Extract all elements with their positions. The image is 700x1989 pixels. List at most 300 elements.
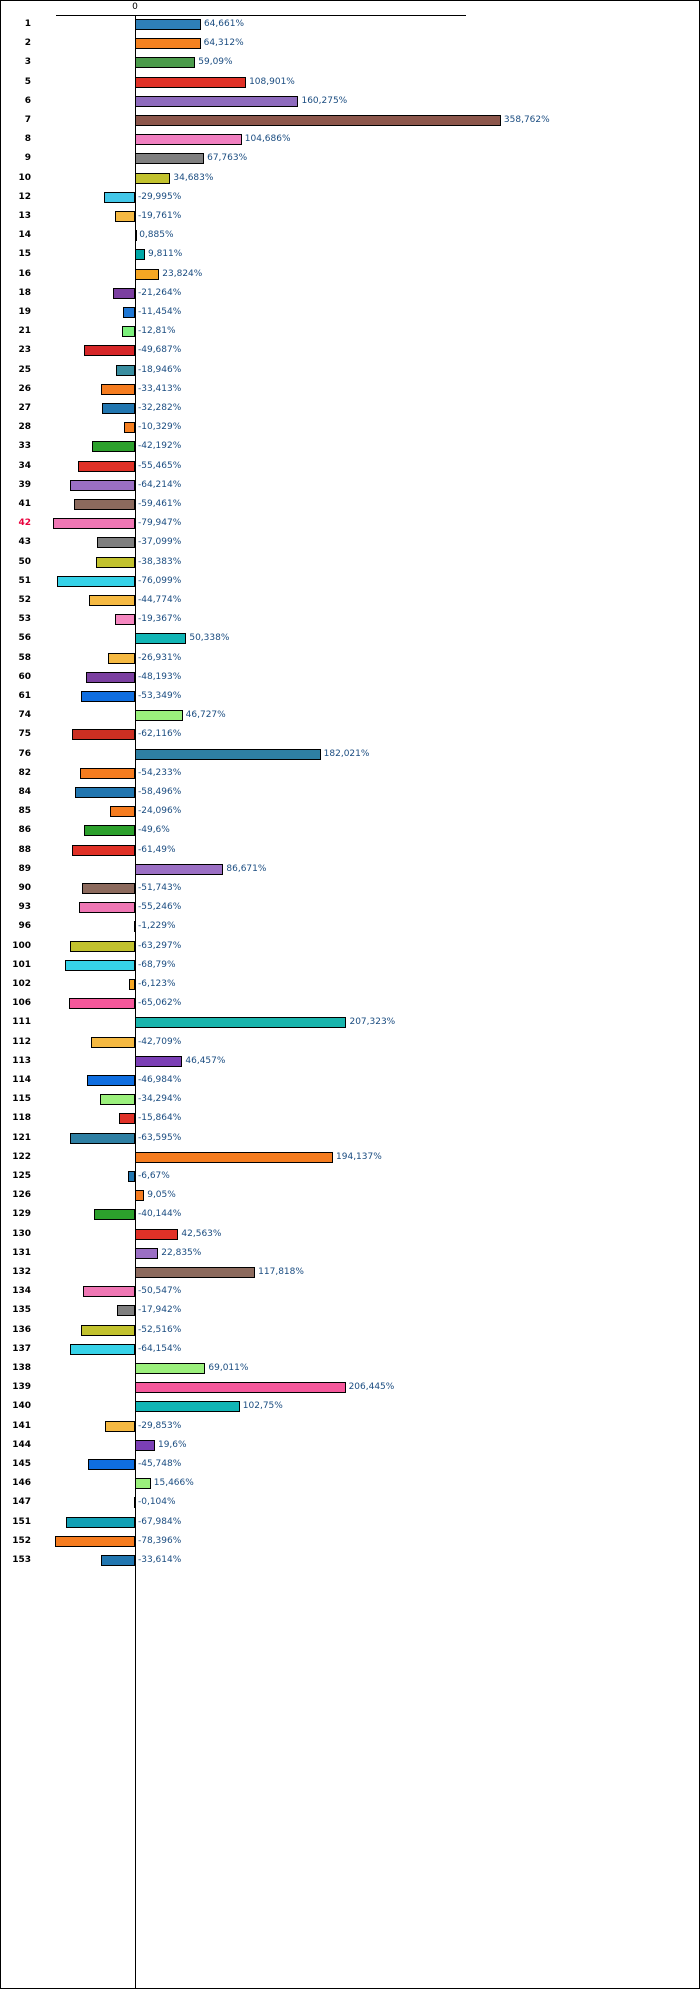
bar-value-label: -55,246% [138, 902, 182, 913]
bar-row [1, 380, 700, 399]
category-label: 146 [12, 1478, 31, 1489]
bar[interactable] [124, 422, 135, 433]
category-label: 76 [18, 748, 31, 759]
bar-value-label: 64,312% [203, 38, 244, 49]
category-label: 50 [18, 556, 31, 567]
bar-value-label: -64,214% [138, 479, 182, 490]
category-label: 51 [18, 575, 31, 586]
bar-row [1, 649, 700, 668]
bar-value-label: -24,096% [138, 806, 182, 817]
bar-row [1, 668, 700, 687]
bar[interactable] [135, 1363, 205, 1374]
bar-value-label: -48,193% [138, 671, 182, 682]
bar[interactable] [135, 1056, 182, 1067]
bar-row [1, 937, 700, 956]
bar-value-label: -29,853% [138, 1420, 182, 1431]
category-label: 130 [12, 1228, 31, 1239]
category-label: 41 [18, 499, 31, 509]
bar-row [1, 533, 700, 552]
bar-row [1, 149, 700, 168]
bar-value-label: -10,329% [138, 422, 182, 433]
category-label: 114 [12, 1075, 31, 1085]
bar[interactable] [96, 557, 135, 568]
bar[interactable] [135, 1382, 346, 1393]
bar-value-label: -15,864% [138, 1113, 182, 1124]
category-label: 6 [24, 95, 31, 106]
category-label: 34 [18, 460, 31, 471]
bar-value-label: -33,614% [138, 1555, 182, 1565]
bar-row [1, 1167, 700, 1186]
bar-row [1, 514, 700, 533]
bar[interactable] [53, 518, 135, 529]
category-label: 118 [12, 1113, 31, 1124]
bar-value-label: -26,931% [138, 652, 182, 663]
bar[interactable] [102, 403, 135, 414]
bar[interactable] [65, 960, 135, 971]
bar-row [1, 706, 700, 725]
bar[interactable] [81, 1325, 135, 1336]
bar-value-label: -50,547% [138, 1286, 182, 1297]
bar[interactable] [84, 345, 135, 356]
bar[interactable] [108, 653, 135, 664]
bar-row [1, 1071, 700, 1090]
bar-value-label: 46,727% [185, 710, 226, 721]
category-label: 137 [12, 1343, 31, 1354]
category-label: 16 [18, 268, 31, 279]
bar[interactable] [135, 38, 201, 49]
bar[interactable] [75, 787, 135, 798]
bar-value-label: -42,709% [138, 1036, 182, 1047]
bar-row [1, 898, 700, 917]
bar-row [1, 1244, 700, 1263]
category-label: 60 [18, 671, 31, 682]
bar[interactable] [135, 1190, 144, 1201]
bar-row [1, 1090, 700, 1109]
bar-row [1, 687, 700, 706]
category-label: 12 [18, 191, 31, 202]
bar-row [1, 1033, 700, 1052]
bar-value-label: -61,49% [138, 844, 176, 855]
bar[interactable] [83, 1286, 135, 1297]
bar-row [1, 92, 700, 111]
bar-value-label: -6,67% [138, 1171, 170, 1181]
category-label: 140 [12, 1401, 31, 1412]
bar-value-label: -64,154% [138, 1343, 182, 1354]
bar[interactable] [57, 576, 135, 587]
bar-row [1, 591, 700, 610]
bar-value-label: 117,818% [258, 1267, 304, 1277]
category-label: 147 [12, 1497, 31, 1508]
bar-row [1, 15, 700, 34]
bar[interactable] [74, 499, 135, 510]
category-label: 53 [18, 614, 31, 625]
bar[interactable] [135, 1267, 255, 1278]
bar-value-label: -78,396% [138, 1535, 182, 1546]
bar-row [1, 553, 700, 572]
bar-row [1, 572, 700, 591]
bar-row [1, 802, 700, 821]
bar[interactable] [135, 1478, 151, 1489]
category-label: 14 [18, 230, 31, 241]
category-label: 113 [12, 1055, 31, 1066]
bar[interactable] [135, 269, 159, 280]
bar-row [1, 1417, 700, 1436]
bar[interactable] [72, 729, 135, 740]
bar[interactable] [100, 1094, 135, 1105]
category-label: 58 [18, 652, 31, 663]
bar-row [1, 245, 700, 264]
bar-row [1, 917, 700, 936]
bar[interactable] [135, 249, 145, 260]
bar[interactable] [119, 1113, 135, 1124]
bar-value-label: -67,984% [138, 1516, 182, 1527]
bar-row [1, 226, 700, 245]
bar-value-label: -34,294% [138, 1094, 182, 1105]
bar[interactable] [135, 57, 195, 68]
bar-value-label: 160,275% [301, 95, 348, 106]
bar-row [1, 879, 700, 898]
category-label: 85 [18, 806, 31, 817]
bar[interactable] [70, 1133, 135, 1144]
category-label: 15 [18, 249, 31, 260]
bar-value-label: -44,774% [138, 595, 182, 605]
bar-value-label: -0,104% [138, 1497, 176, 1508]
bar-row [1, 34, 700, 53]
bar-row [1, 745, 700, 764]
bar[interactable] [135, 19, 201, 30]
bar[interactable] [115, 211, 135, 222]
bar-value-label: -62,116% [138, 729, 182, 740]
bar-value-label: 182,021% [323, 748, 370, 759]
bar-value-label: 194,137% [336, 1151, 382, 1162]
bar-value-label: 22,835% [161, 1247, 202, 1258]
bar-value-label: 207,323% [349, 1017, 396, 1028]
bar-value-label: -49,687% [138, 345, 182, 356]
bar-row [1, 1436, 700, 1455]
category-label: 151 [12, 1516, 31, 1527]
bar-row [1, 1129, 700, 1148]
bar-value-label: -37,099% [138, 537, 182, 548]
bar-row [1, 73, 700, 92]
bar-row [1, 764, 700, 783]
bar-value-label: -21,264% [138, 287, 182, 298]
bar-row [1, 956, 700, 975]
category-label: 102 [12, 979, 31, 989]
bar[interactable] [123, 307, 135, 318]
category-label: 86 [18, 825, 31, 836]
bar[interactable] [92, 441, 135, 452]
bar[interactable] [135, 1401, 240, 1412]
bar-value-label: 9,811% [148, 249, 183, 260]
bar-value-label: 34,683% [173, 172, 214, 183]
category-label: 100 [12, 940, 31, 951]
bar-value-label: 102,75% [242, 1401, 283, 1412]
bar-value-label: 23,824% [162, 268, 203, 279]
bar-value-label: 206,445% [348, 1382, 395, 1393]
bar[interactable] [134, 921, 136, 932]
bar-row [1, 994, 700, 1013]
category-label: 144 [12, 1439, 31, 1450]
bar-value-label: 69,011% [208, 1363, 249, 1373]
category-label: 28 [18, 422, 31, 433]
bar-value-label: -17,942% [138, 1305, 182, 1316]
bar[interactable] [117, 1305, 135, 1316]
category-label: 25 [18, 364, 31, 375]
bar-row [1, 265, 700, 284]
bar[interactable] [70, 1344, 135, 1355]
bar[interactable] [116, 365, 135, 376]
bar[interactable] [89, 595, 135, 606]
bar-value-label: -18,946% [138, 364, 182, 375]
category-label: 101 [12, 959, 31, 970]
bar-value-label: -55,465% [138, 460, 182, 471]
bar-row [1, 1282, 700, 1301]
category-label: 3 [24, 57, 31, 68]
bar[interactable] [129, 979, 135, 990]
bar-row [1, 361, 700, 380]
bar[interactable] [70, 941, 135, 952]
category-label: 5 [24, 76, 31, 87]
bar[interactable] [91, 1037, 135, 1048]
bar[interactable] [135, 710, 183, 721]
category-label: 111 [12, 1017, 31, 1028]
category-label: 89 [18, 863, 31, 874]
bar-value-label: -68,79% [138, 959, 176, 970]
bar[interactable] [135, 115, 501, 126]
category-label: 115 [12, 1094, 31, 1105]
bar[interactable] [88, 1459, 135, 1470]
bar[interactable] [135, 134, 242, 145]
bar[interactable] [70, 480, 135, 491]
bar-value-label: -6,123% [138, 979, 176, 989]
bar[interactable] [97, 537, 135, 548]
bar-value-label: -51,743% [138, 883, 182, 893]
bar-row [1, 1148, 700, 1167]
bar[interactable] [55, 1536, 135, 1547]
category-label: 8 [24, 134, 31, 145]
bar[interactable] [128, 1171, 135, 1182]
bar-row [1, 1340, 700, 1359]
category-label: 1 [24, 19, 31, 29]
bar[interactable] [115, 614, 135, 625]
category-label: 43 [18, 537, 31, 548]
category-label: 132 [12, 1267, 31, 1277]
bar-row [1, 457, 700, 476]
bar[interactable] [79, 902, 135, 913]
bar-value-label: 19,6% [157, 1439, 187, 1450]
category-label: 84 [18, 787, 31, 797]
bar-row [1, 53, 700, 72]
bar-value-label: -1,229% [138, 921, 176, 932]
bar-row [1, 1551, 700, 1570]
bar[interactable] [135, 1152, 333, 1163]
bar-row [1, 1532, 700, 1551]
plot-area [1, 1, 699, 1988]
bar-value-label: -33,413% [138, 383, 182, 394]
bar[interactable] [86, 672, 135, 683]
bar[interactable] [81, 691, 135, 702]
category-label: 134 [12, 1286, 31, 1297]
bar[interactable] [135, 749, 321, 760]
category-label: 26 [18, 383, 31, 394]
bar[interactable] [135, 1440, 155, 1451]
bar-row [1, 860, 700, 879]
bar-value-label: -45,748% [138, 1459, 182, 1469]
bar[interactable] [94, 1209, 135, 1220]
category-label: 126 [12, 1190, 31, 1201]
bar-value-label: -12,81% [138, 326, 176, 337]
category-label: 27 [18, 403, 31, 413]
bar-row [1, 418, 700, 437]
category-label: 23 [18, 345, 31, 356]
bar[interactable] [122, 326, 135, 337]
bar[interactable] [135, 1229, 178, 1240]
bar-value-label: 86,671% [226, 863, 267, 874]
category-label: 7 [24, 115, 31, 125]
bar-value-label: 0,885% [139, 230, 174, 241]
bar[interactable] [87, 1075, 135, 1086]
bar-row [1, 783, 700, 802]
bar-value-label: 108,901% [249, 76, 295, 87]
bar-row [1, 1474, 700, 1493]
bar-value-label: -46,984% [138, 1075, 182, 1085]
bar[interactable] [105, 1421, 135, 1432]
bar[interactable] [101, 384, 135, 395]
category-label: 18 [18, 287, 31, 298]
bar[interactable] [135, 633, 186, 644]
category-label: 153 [12, 1555, 31, 1565]
bar[interactable] [134, 1497, 136, 1508]
bar-row [1, 437, 700, 456]
bar-row [1, 322, 700, 341]
bar-value-label: -38,383% [138, 556, 182, 567]
category-label: 75 [18, 729, 31, 740]
category-label: 93 [18, 902, 31, 913]
bar-value-label: -79,947% [138, 518, 182, 529]
category-label: 13 [18, 211, 31, 221]
bar[interactable] [135, 153, 204, 164]
bar[interactable] [135, 173, 170, 184]
bar-value-label: -53,349% [138, 691, 182, 701]
category-label: 88 [18, 844, 31, 855]
bar-row [1, 111, 700, 130]
bar-value-label: 64,661% [203, 19, 244, 29]
bar-row [1, 1321, 700, 1340]
bar[interactable] [82, 883, 135, 894]
bar-row [1, 169, 700, 188]
bar-row [1, 610, 700, 629]
bar-value-label: -11,454% [138, 307, 182, 317]
category-label: 21 [18, 326, 31, 337]
bar-value-label: 358,762% [503, 115, 550, 125]
bar-row [1, 841, 700, 860]
bar-value-label: -63,595% [138, 1132, 182, 1143]
bar-row [1, 495, 700, 514]
bar[interactable] [78, 461, 135, 472]
bar-row [1, 1301, 700, 1320]
category-label: 82 [18, 767, 31, 778]
bar-row [1, 1455, 700, 1474]
bar[interactable] [84, 825, 135, 836]
bar-value-label: -59,461% [138, 499, 182, 509]
bar[interactable] [66, 1517, 135, 1528]
bar-row [1, 725, 700, 744]
category-label: 33 [18, 441, 31, 452]
category-label: 74 [18, 710, 31, 721]
category-label: 56 [18, 633, 31, 644]
category-label: 19 [18, 307, 31, 317]
bar-row [1, 1109, 700, 1128]
bar-value-label: -19,761% [138, 211, 182, 221]
category-label: 131 [12, 1247, 31, 1258]
category-label: 121 [12, 1132, 31, 1143]
category-label: 42 [18, 518, 31, 529]
bar-value-label: 42,563% [181, 1228, 222, 1239]
bar[interactable] [104, 192, 135, 203]
bar-row [1, 341, 700, 360]
bar-row [1, 1397, 700, 1416]
bar-value-label: -54,233% [138, 767, 182, 778]
bar[interactable] [135, 1248, 158, 1259]
category-label: 125 [12, 1171, 31, 1181]
bar-value-label: 59,09% [198, 57, 233, 68]
bar-value-label: 15,466% [153, 1478, 194, 1489]
bar-value-label: -32,282% [138, 403, 182, 413]
bar-row [1, 1493, 700, 1512]
category-label: 145 [12, 1459, 31, 1469]
bar-row [1, 284, 700, 303]
bar[interactable] [135, 96, 298, 107]
bar-value-label: 67,763% [207, 153, 248, 164]
bar-row [1, 188, 700, 207]
bar-row [1, 1263, 700, 1282]
bar-row [1, 1378, 700, 1397]
bar-row [1, 130, 700, 149]
bar-value-label: 104,686% [244, 134, 291, 145]
bar-row [1, 1052, 700, 1071]
bar-value-label: 9,05% [147, 1190, 176, 1201]
bar-value-label: -52,516% [138, 1324, 182, 1335]
category-label: 96 [18, 921, 31, 932]
category-label: 129 [12, 1209, 31, 1220]
bar[interactable] [113, 288, 135, 299]
bar-row [1, 1513, 700, 1532]
bar-value-label: -65,062% [138, 998, 182, 1009]
bar-row [1, 821, 700, 840]
category-label: 61 [18, 691, 31, 701]
bar[interactable] [135, 1017, 346, 1028]
bar[interactable] [80, 768, 135, 779]
category-label: 135 [12, 1305, 31, 1316]
bar[interactable] [110, 806, 135, 817]
category-label: 122 [12, 1151, 31, 1162]
bar-row [1, 399, 700, 418]
bar-row [1, 303, 700, 322]
category-label: 106 [12, 998, 31, 1009]
bar[interactable] [135, 230, 137, 241]
bar-row [1, 1205, 700, 1224]
bar-value-label: -58,496% [138, 787, 182, 797]
bar[interactable] [72, 845, 135, 856]
bar-row [1, 629, 700, 648]
bar[interactable] [135, 864, 223, 875]
bar-value-label: -76,099% [138, 575, 182, 586]
bar[interactable] [69, 998, 135, 1009]
bar[interactable] [135, 77, 246, 88]
bar[interactable] [101, 1555, 135, 1566]
zero-tick-label: 0 [132, 2, 138, 12]
bar-row [1, 1225, 700, 1244]
